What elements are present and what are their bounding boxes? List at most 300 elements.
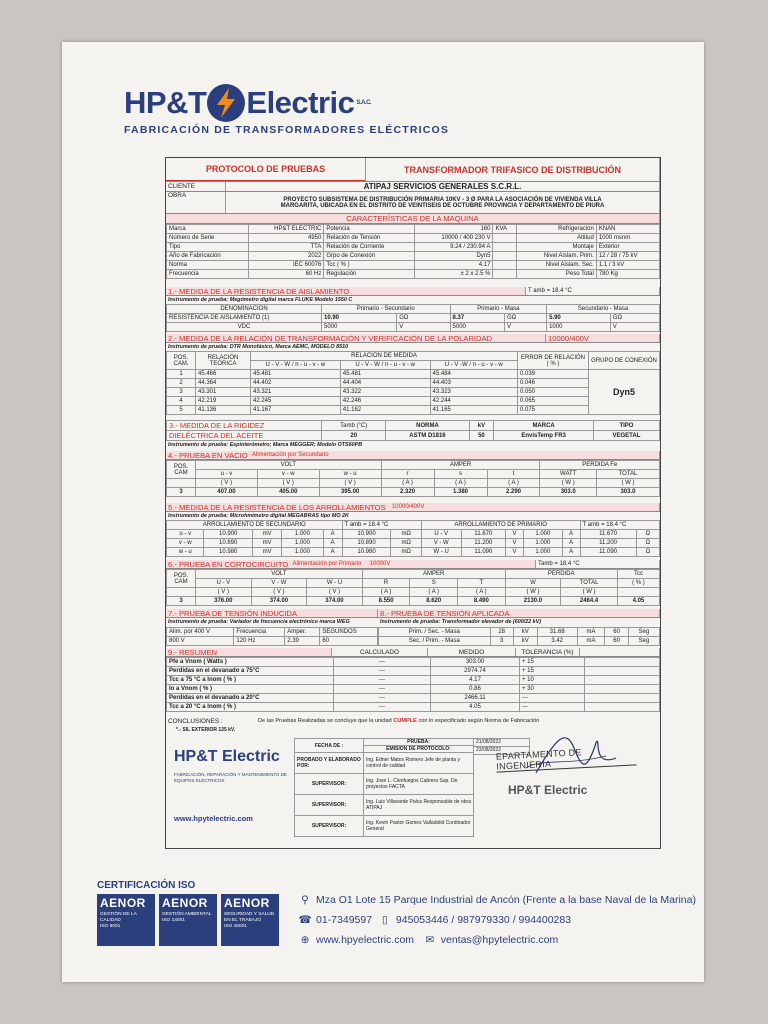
s4-subhead: v - w bbox=[257, 470, 319, 479]
s5-cell: A bbox=[323, 539, 342, 548]
s5-cell: U - V bbox=[421, 530, 461, 539]
s3-h2: kV bbox=[469, 421, 494, 431]
s7-v3: 60 bbox=[320, 637, 378, 646]
s1-h3: Secundario - Masa bbox=[547, 305, 660, 314]
s6-unit: ( V ) bbox=[251, 588, 307, 597]
mini-web: www.hpytelectric.com bbox=[174, 814, 253, 823]
s4-h3: PERDIDA Fe bbox=[540, 461, 660, 470]
car-cell: 12 / 28 / 75 kV bbox=[596, 252, 659, 261]
car-cell: Año de Fabricación bbox=[167, 252, 249, 261]
s2-cell: 44.364 bbox=[196, 379, 251, 388]
s6-subhead: W - U bbox=[307, 579, 363, 588]
s6-h1: VOLT bbox=[196, 570, 363, 579]
car-cell: Exterior bbox=[596, 243, 659, 252]
car-cell: 4.17 bbox=[415, 261, 493, 270]
s5-cell: 1.000 bbox=[282, 548, 324, 557]
mini-logo: HP&T Electric bbox=[174, 748, 280, 765]
s6-title: 6.- PRUEBA EN CORTOCIRCUITO bbox=[168, 560, 289, 568]
stamp-text: EPARTAMENTO DE INGENIERIA bbox=[496, 744, 637, 772]
brand-sac: S.A.C. bbox=[356, 100, 372, 106]
s9-calc: --- bbox=[334, 703, 431, 712]
s4-subhead: w - u bbox=[319, 470, 381, 479]
obra-label: OBRA bbox=[166, 192, 226, 213]
s1-r1-5: 5.90 bbox=[547, 314, 611, 323]
s5-cell: 10.890 bbox=[342, 539, 391, 548]
s1-instrument: Instrumento de prueba: Megómetro digital marca FLUKE Modelo 1550 C bbox=[168, 297, 353, 303]
s7-h0: Alim. por 400 V bbox=[167, 628, 234, 637]
car-cell bbox=[493, 243, 517, 252]
s9-label: Tcc a 20 °C a Inom ( % ) bbox=[167, 703, 334, 712]
s5-cell: u - v bbox=[167, 530, 204, 539]
s2-h4: GRUPO DE CONEXIÓN bbox=[589, 352, 660, 370]
s5-cell: 1.000 bbox=[282, 539, 324, 548]
aenor-scope: GESTIÓN AMBIENTAL bbox=[162, 912, 212, 917]
s9-calc: --- bbox=[334, 676, 431, 685]
s7-v1: 120 Hz bbox=[234, 637, 285, 646]
s5-cell: V bbox=[506, 539, 524, 548]
s6-unit: ( A ) bbox=[458, 588, 506, 597]
s6-h2: AMPER bbox=[362, 570, 505, 579]
car-cell bbox=[493, 252, 517, 261]
s5-table bbox=[166, 520, 660, 557]
conclusiones-label: CONCLUSIONES : bbox=[168, 717, 223, 725]
s3-h4: TIPO bbox=[593, 421, 659, 431]
s5-cell: Ω bbox=[636, 548, 659, 557]
s1-r1-4: GΩ bbox=[505, 314, 547, 323]
s6-tamb: Tamb = 18.4 °C bbox=[536, 560, 660, 568]
s4-value: 405.00 bbox=[257, 488, 319, 497]
signature-scribble bbox=[496, 728, 636, 778]
s2-instrument: Instrumento de prueba: DTR Monofásico, Marca AEMC, MODELO 8510 bbox=[168, 344, 349, 350]
s6-subhead: U - V bbox=[196, 579, 252, 588]
s9-label: Pfe a Vnom ( Watts ) bbox=[167, 658, 334, 667]
footer-contact bbox=[298, 890, 696, 950]
s5-cell: 11.200 bbox=[580, 539, 636, 548]
globe-icon: ⊕ bbox=[300, 934, 310, 946]
s2-cell: 45.466 bbox=[196, 370, 251, 379]
s9-measured: 2974.74 bbox=[431, 667, 520, 676]
s8-cell: mA bbox=[577, 628, 605, 637]
s4-h1: VOLT bbox=[196, 461, 382, 470]
s1-h2: Primario - Masa bbox=[450, 305, 547, 314]
s3-v2: 50 bbox=[469, 431, 494, 441]
s9-blank bbox=[585, 658, 660, 667]
s6-table bbox=[166, 569, 660, 606]
s4-subhead: u - v bbox=[196, 470, 258, 479]
s1-r1-1: 10.90 bbox=[322, 314, 397, 323]
obra-line-2: MARGARITA, UBICADA EN EL DISTRITO DE VEINTISEIS DE OCTUBRE PROVINCIA Y DEPARTAMENTO DE PIURA bbox=[280, 202, 605, 209]
s5-cell: 11.090 bbox=[461, 548, 506, 557]
s2-title: 2.- MEDIDA DE LA RELACIÓN DE TRANSFORMACIÓN Y VERIFICACIÓN DE LA POLARIDAD bbox=[166, 334, 546, 342]
s5-tamb-2: T amb = 18.4 °C bbox=[580, 521, 659, 530]
car-cell bbox=[493, 234, 517, 243]
s2-voltage: 10000/400V bbox=[546, 334, 660, 342]
s6-value: 8.550 bbox=[362, 597, 410, 606]
lightning-bolt-icon bbox=[207, 84, 245, 122]
mobile: 945053446 / 987979330 / 994400283 bbox=[395, 914, 572, 926]
s2-cell: 42.245 bbox=[251, 397, 341, 406]
s8-cell: 3 bbox=[490, 637, 513, 646]
s9-measured: 4.17 bbox=[431, 676, 520, 685]
s5-cell: 10.900 bbox=[342, 530, 391, 539]
s4-value: 3 bbox=[167, 488, 196, 497]
s8-cell: mA bbox=[577, 637, 605, 646]
s9-blank bbox=[585, 703, 660, 712]
s7-v0: 800 V bbox=[167, 637, 234, 646]
aenor-title: AENOR bbox=[224, 896, 270, 910]
s5-cell: Ω bbox=[636, 539, 659, 548]
s1-r1-6: GΩ bbox=[610, 314, 659, 323]
s2-sub0: U - V - W / n - u - v - w bbox=[251, 361, 341, 370]
protocol-title: PROTOCOLO DE PRUEBAS bbox=[166, 158, 366, 181]
s5-cell: 10.980 bbox=[342, 548, 391, 557]
footer-certifications bbox=[97, 880, 283, 946]
s7-h1: Frecuencia bbox=[234, 628, 285, 637]
s7-title: 7.- PRUEBA DE TENSIÓN INDUCIDA bbox=[166, 609, 378, 617]
s4-h0: POS. CAM bbox=[167, 461, 196, 479]
s5-voltage: 10000/400V bbox=[391, 504, 425, 510]
aenor-badge bbox=[159, 894, 217, 946]
brand-name-right: Electric bbox=[246, 85, 355, 120]
car-cell bbox=[493, 270, 517, 279]
s8-cell: 3.42 bbox=[537, 637, 577, 646]
s9-blank bbox=[585, 685, 660, 694]
s7-v2: 2.39 bbox=[285, 637, 320, 646]
s2-cell: 45.484 bbox=[430, 370, 517, 379]
s5-cell: 11.090 bbox=[580, 548, 636, 557]
s4-value: 407.00 bbox=[196, 488, 258, 497]
s2-cell: 44.403 bbox=[430, 379, 517, 388]
s9-h2: TOLERANCIA (%) bbox=[516, 648, 580, 656]
sup1-label: SUPERVISOR: bbox=[295, 774, 364, 795]
s6-unit: ( W ) bbox=[505, 588, 561, 597]
s5-cell: mV bbox=[253, 530, 282, 539]
s3-v1: ASTM D1816 bbox=[386, 431, 469, 441]
obra-line-1: PROYECTO SUBSISTEMA DE DISTRIBUCIÓN PRIMARIA 10KV - 3 Ø PARA LA ASOCIACIÓN DE VIVIENDA VILLA bbox=[283, 196, 602, 203]
s5-cell: V bbox=[506, 530, 524, 539]
s9-tolerance: + 15 bbox=[520, 658, 585, 667]
brand-name-left: HP&T bbox=[124, 85, 207, 120]
conclusion-cumple: CUMPLE bbox=[393, 718, 417, 724]
s6-sub: Alimentación por Primario bbox=[292, 561, 362, 567]
s9-h0: CALCULADO bbox=[332, 648, 428, 656]
car-cell: 160 bbox=[415, 225, 493, 234]
car-cell: 1000 msnm bbox=[596, 234, 659, 243]
emision-label: EMISIÓN DE PROTOCOLO: bbox=[364, 746, 474, 753]
s9-tolerance: --- bbox=[520, 694, 585, 703]
s2-cell: 41.167 bbox=[251, 406, 341, 415]
car-cell: 9.24 / 230.94 A bbox=[415, 243, 493, 252]
s3-v3: EnvisTemp FR3 bbox=[494, 431, 594, 441]
s4-h2: AMPER bbox=[381, 461, 540, 470]
s1-r2-3: 5000 bbox=[450, 323, 504, 332]
aenor-standard: ISO 9001 bbox=[100, 924, 121, 929]
s5-cell: 1.000 bbox=[523, 530, 562, 539]
s6-subhead: T bbox=[458, 579, 506, 588]
s3-h0: Tamb (°C) bbox=[322, 421, 386, 431]
s2-cell: 0.065 bbox=[518, 397, 589, 406]
s9-measured: 2466.11 bbox=[431, 694, 520, 703]
s4-unit: ( W ) bbox=[596, 479, 659, 488]
s5-cell: 10.890 bbox=[204, 539, 253, 548]
car-cell: Peso Total bbox=[517, 270, 596, 279]
brand-logo bbox=[124, 84, 449, 136]
car-cell: 4950 bbox=[248, 234, 323, 243]
s6-unit bbox=[617, 588, 659, 597]
s5-cell: 1.000 bbox=[523, 539, 562, 548]
s5-cell: 10.980 bbox=[204, 548, 253, 557]
s6-value: 4.05 bbox=[617, 597, 659, 606]
s2-cell: 0.046 bbox=[518, 379, 589, 388]
s3-v0: 20 bbox=[322, 431, 386, 441]
s6-unit: ( V ) bbox=[307, 588, 363, 597]
s6-value: 3 bbox=[167, 597, 196, 606]
s5-sec-head: ARROLLAMIENTO DE SECUNDARIO bbox=[167, 521, 343, 530]
s1-table bbox=[166, 304, 660, 332]
mini-logo-tagline: FABRICACIÓN, REPARACIÓN Y MANTENIMIENTO DE EQUIPOS ELÉCTRICOS bbox=[174, 772, 287, 783]
s9-tolerance: + 15 bbox=[520, 667, 585, 676]
car-cell: KVA bbox=[493, 225, 517, 234]
s1-r1-2: GΩ bbox=[397, 314, 450, 323]
s1-r2-1: 5000 bbox=[322, 323, 397, 332]
s2-cell: 41.165 bbox=[430, 406, 517, 415]
car-cell: Tcc ( % ) bbox=[324, 261, 415, 270]
s9-blank bbox=[585, 667, 660, 676]
car-cell: IEC 60076 bbox=[248, 261, 323, 270]
s1-h1: Primario - Secundario bbox=[322, 305, 451, 314]
cliente-value: ATIPAJ SERVICIOS GENERALES S.C.R.L. bbox=[226, 182, 660, 191]
s5-cell: Ω bbox=[636, 530, 659, 539]
s2-cell: 3 bbox=[167, 388, 196, 397]
s1-r2-0: VDC bbox=[167, 323, 322, 332]
prueba-date: 21/08/2022 bbox=[474, 738, 530, 747]
probado-value: Ing. Edner Matos Romero Jefe de planta y control de calidad bbox=[364, 753, 474, 774]
s6-voltage: 10000V bbox=[369, 561, 391, 567]
transformer-title: TRANSFORMADOR TRIFASICO DE DISTRIBUCIÓN bbox=[366, 158, 660, 181]
s9-calc: --- bbox=[334, 694, 431, 703]
s9-tolerance: + 10 bbox=[520, 676, 585, 685]
s8-cell: Sec. / Prim. - Masa bbox=[379, 637, 491, 646]
mail-icon: ✉ bbox=[425, 934, 435, 946]
s5-cell: A bbox=[562, 539, 580, 548]
s5-cell: A bbox=[323, 548, 342, 557]
s4-value: 1.380 bbox=[434, 488, 487, 497]
website[interactable]: www.hpyelectric.com bbox=[316, 934, 415, 946]
aenor-badge bbox=[97, 894, 155, 946]
s5-cell: A bbox=[562, 548, 580, 557]
s2-table bbox=[166, 351, 660, 415]
s8-table bbox=[378, 627, 660, 646]
s1-h0: DENOMINACIÓN bbox=[167, 305, 322, 314]
s6-subhead: ( % ) bbox=[617, 579, 659, 588]
aenor-badge bbox=[221, 894, 279, 946]
signature-table bbox=[294, 738, 474, 837]
s9-calc: --- bbox=[334, 658, 431, 667]
s5-cell: v - w bbox=[167, 539, 204, 548]
s9-calc: --- bbox=[334, 667, 431, 676]
s2-cell: 0.050 bbox=[518, 388, 589, 397]
s9-label: Io a Vnom ( % ) bbox=[167, 685, 334, 694]
email[interactable]: ventas@hpytelectric.com bbox=[440, 934, 559, 946]
s9-title: 9.- RESUMEN bbox=[166, 648, 332, 656]
mini-logo-block bbox=[174, 738, 294, 838]
s2-h3: ERROR DE RELACIÓN ( % ) bbox=[518, 352, 589, 370]
s5-cell: A bbox=[323, 530, 342, 539]
s8-cell: 31.68 bbox=[537, 628, 577, 637]
stamp-logo: HP&T Electric bbox=[508, 783, 588, 797]
s5-cell: 11.670 bbox=[461, 530, 506, 539]
s6-h0: POS. CAM bbox=[167, 570, 196, 588]
emision-date: 23/08/2022 bbox=[474, 747, 530, 755]
caracteristicas-title: CARACTERÍSTICAS DE LA MAQUINA bbox=[166, 214, 660, 223]
s6-subhead: S bbox=[410, 579, 458, 588]
s4-unit: ( V ) bbox=[257, 479, 319, 488]
s3-title-2: DIELÉCTRICA DEL ACEITE bbox=[167, 431, 322, 441]
s5-cell: mΩ bbox=[391, 539, 421, 548]
s1-r2-6: V bbox=[610, 323, 659, 332]
s7-instrument: Instrumento de prueba: Variador de frecuencia electrónico marca WEG bbox=[168, 619, 350, 625]
phone: 01-7349597 bbox=[316, 914, 373, 926]
s2-cell: 43.321 bbox=[251, 388, 341, 397]
s4-unit: ( A ) bbox=[434, 479, 487, 488]
s6-value: 2130.0 bbox=[505, 597, 561, 606]
s9-tolerance: + 30 bbox=[520, 685, 585, 694]
s6-value: 376.00 bbox=[196, 597, 252, 606]
s3-instrument: Instrumento de prueba: Espinterómetro; Marca MEGGER; Modelo OTS60PB bbox=[168, 442, 363, 448]
s4-sub: Alimentación por Secundario bbox=[251, 452, 329, 458]
test-protocol-form bbox=[165, 157, 661, 849]
car-cell: Dyn5 bbox=[415, 252, 493, 261]
s6-unit: ( A ) bbox=[410, 588, 458, 597]
car-cell: Número de Serie bbox=[167, 234, 249, 243]
s2-cell: 44.402 bbox=[251, 379, 341, 388]
car-cell: 1.1 / 3 kV bbox=[596, 261, 659, 270]
s1-title: 1.- MEDIDA DE LA RESISTENCIA DE AISLAMIENTO bbox=[166, 287, 526, 295]
s5-cell: V bbox=[506, 548, 524, 557]
car-cell: 780 Kg bbox=[596, 270, 659, 279]
s5-cell: 11.670 bbox=[580, 530, 636, 539]
s6-unit: ( W ) bbox=[561, 588, 618, 597]
s1-r2-2: V bbox=[397, 323, 450, 332]
s4-subhead: t bbox=[487, 470, 540, 479]
car-cell: Relación de Tensión bbox=[324, 234, 415, 243]
s6-h4: Tcc bbox=[617, 570, 659, 579]
s2-cell: 41.162 bbox=[340, 406, 430, 415]
s2-cell: 42.219 bbox=[196, 397, 251, 406]
s4-subhead: s bbox=[434, 470, 487, 479]
car-cell: Frecuencia bbox=[167, 270, 249, 279]
aenor-scope: GESTIÓN DE LA CALIDAD bbox=[100, 912, 137, 923]
s5-instrument: Instrumento de prueba: Microhmímetro digital MEGABRAS tipo MO 2K bbox=[168, 513, 349, 519]
s2-cell: 44.404 bbox=[340, 379, 430, 388]
s1-r1-3: 8.37 bbox=[450, 314, 504, 323]
s6-value: 374.00 bbox=[307, 597, 363, 606]
s9-h1: MEDIDO bbox=[428, 648, 516, 656]
s1-r2-4: V bbox=[505, 323, 547, 332]
car-cell: 60 Hz bbox=[248, 270, 323, 279]
s2-cell: 0.039 bbox=[518, 370, 589, 379]
mobile-icon: ▯ bbox=[382, 914, 388, 926]
s4-unit: ( V ) bbox=[319, 479, 381, 488]
s5-cell: A bbox=[562, 530, 580, 539]
s9-tolerance: --- bbox=[520, 703, 585, 712]
s9-table bbox=[166, 657, 660, 712]
car-cell: Marca bbox=[167, 225, 249, 234]
s2-cell: 42.246 bbox=[340, 397, 430, 406]
s4-value: 395.00 bbox=[319, 488, 381, 497]
s4-title: 4.- PRUEBA EN VACIO bbox=[168, 451, 248, 459]
s9-calc: --- bbox=[334, 685, 431, 694]
s4-value: 303.0 bbox=[596, 488, 659, 497]
s6-value: 8.620 bbox=[410, 597, 458, 606]
cliente-label: CLIENTE bbox=[166, 182, 226, 191]
s2-cell: 43.322 bbox=[340, 388, 430, 397]
s5-cell: mV bbox=[253, 548, 282, 557]
s2-cell: 42.244 bbox=[430, 397, 517, 406]
sup1-value: Ing. Jose L. Cienfuegos Cabrera Sup. De proyectos FACTA bbox=[364, 774, 474, 795]
s5-cell: mΩ bbox=[391, 530, 421, 539]
s2-h2: RELACIÓN DE MEDIDA bbox=[251, 352, 518, 361]
s9-measured: 0.86 bbox=[431, 685, 520, 694]
s6-subhead: TOTAL bbox=[561, 579, 618, 588]
car-cell: 10000 / 400 230 V bbox=[415, 234, 493, 243]
cert-title: CERTIFICACIÓN ISO bbox=[97, 880, 196, 891]
sup2-label: SUPERVISOR: bbox=[295, 795, 364, 816]
s6-subhead: W bbox=[505, 579, 561, 588]
s2-cell: 45.481 bbox=[251, 370, 341, 379]
s6-subhead: R bbox=[362, 579, 410, 588]
conclusion-text-1: De las Pruebas Realizadas se concluye que la unidad bbox=[258, 718, 392, 724]
brand-tagline: FABRICACIÓN DE TRANSFORMADORES ELÉCTRICOS bbox=[124, 124, 450, 136]
car-cell: Nivel Aislam. Sec. bbox=[517, 261, 596, 270]
s2-cell: 1 bbox=[167, 370, 196, 379]
s4-subhead: WATT bbox=[540, 470, 596, 479]
s5-cell: mV bbox=[253, 539, 282, 548]
sup3-label: SUPERVISOR: bbox=[295, 816, 364, 837]
s3-v4: VEGETAL bbox=[593, 431, 659, 441]
s5-cell: 1.000 bbox=[523, 548, 562, 557]
s5-cell: 11.200 bbox=[461, 539, 506, 548]
s6-subhead: V - W bbox=[251, 579, 307, 588]
s4-unit: ( A ) bbox=[487, 479, 540, 488]
s8-cell: 28 bbox=[490, 628, 513, 637]
s2-cell: 43.301 bbox=[196, 388, 251, 397]
car-cell: HP&T ELECTRIC bbox=[248, 225, 323, 234]
s4-value: 303.0 bbox=[540, 488, 596, 497]
s2-grupo: Dyn5 bbox=[589, 370, 660, 415]
s2-sub1: U - V - W / n - u - v - w bbox=[340, 361, 430, 370]
s3-h3: MARCA bbox=[494, 421, 594, 431]
sup2-value: Ing. Luis Villavarde Palca Responsable de obra ATIPAJ bbox=[364, 795, 474, 816]
s6-unit: ( A ) bbox=[362, 588, 410, 597]
s3-table bbox=[166, 420, 660, 441]
aenor-title: AENOR bbox=[100, 896, 146, 910]
s5-cell: w - u bbox=[167, 548, 204, 557]
s8-cell: Seg bbox=[628, 637, 659, 646]
car-cell: Regulación bbox=[324, 270, 415, 279]
s5-tamb-1: T amb = 18.4 °C bbox=[342, 521, 421, 530]
s1-r1-0: RESISTENCIA DE AISLAMIENTO (1) bbox=[167, 314, 322, 323]
aenor-standard: ISO 14001 bbox=[162, 918, 185, 923]
car-cell: KNAN bbox=[596, 225, 659, 234]
aenor-title: AENOR bbox=[162, 896, 208, 910]
fecha-label: FECHA DE : bbox=[295, 739, 364, 753]
s2-cell: 2 bbox=[167, 379, 196, 388]
s6-value: 8.490 bbox=[458, 597, 506, 606]
s4-value: 2.290 bbox=[487, 488, 540, 497]
s8-cell: kV bbox=[513, 637, 537, 646]
car-cell: Refrigeración bbox=[517, 225, 596, 234]
